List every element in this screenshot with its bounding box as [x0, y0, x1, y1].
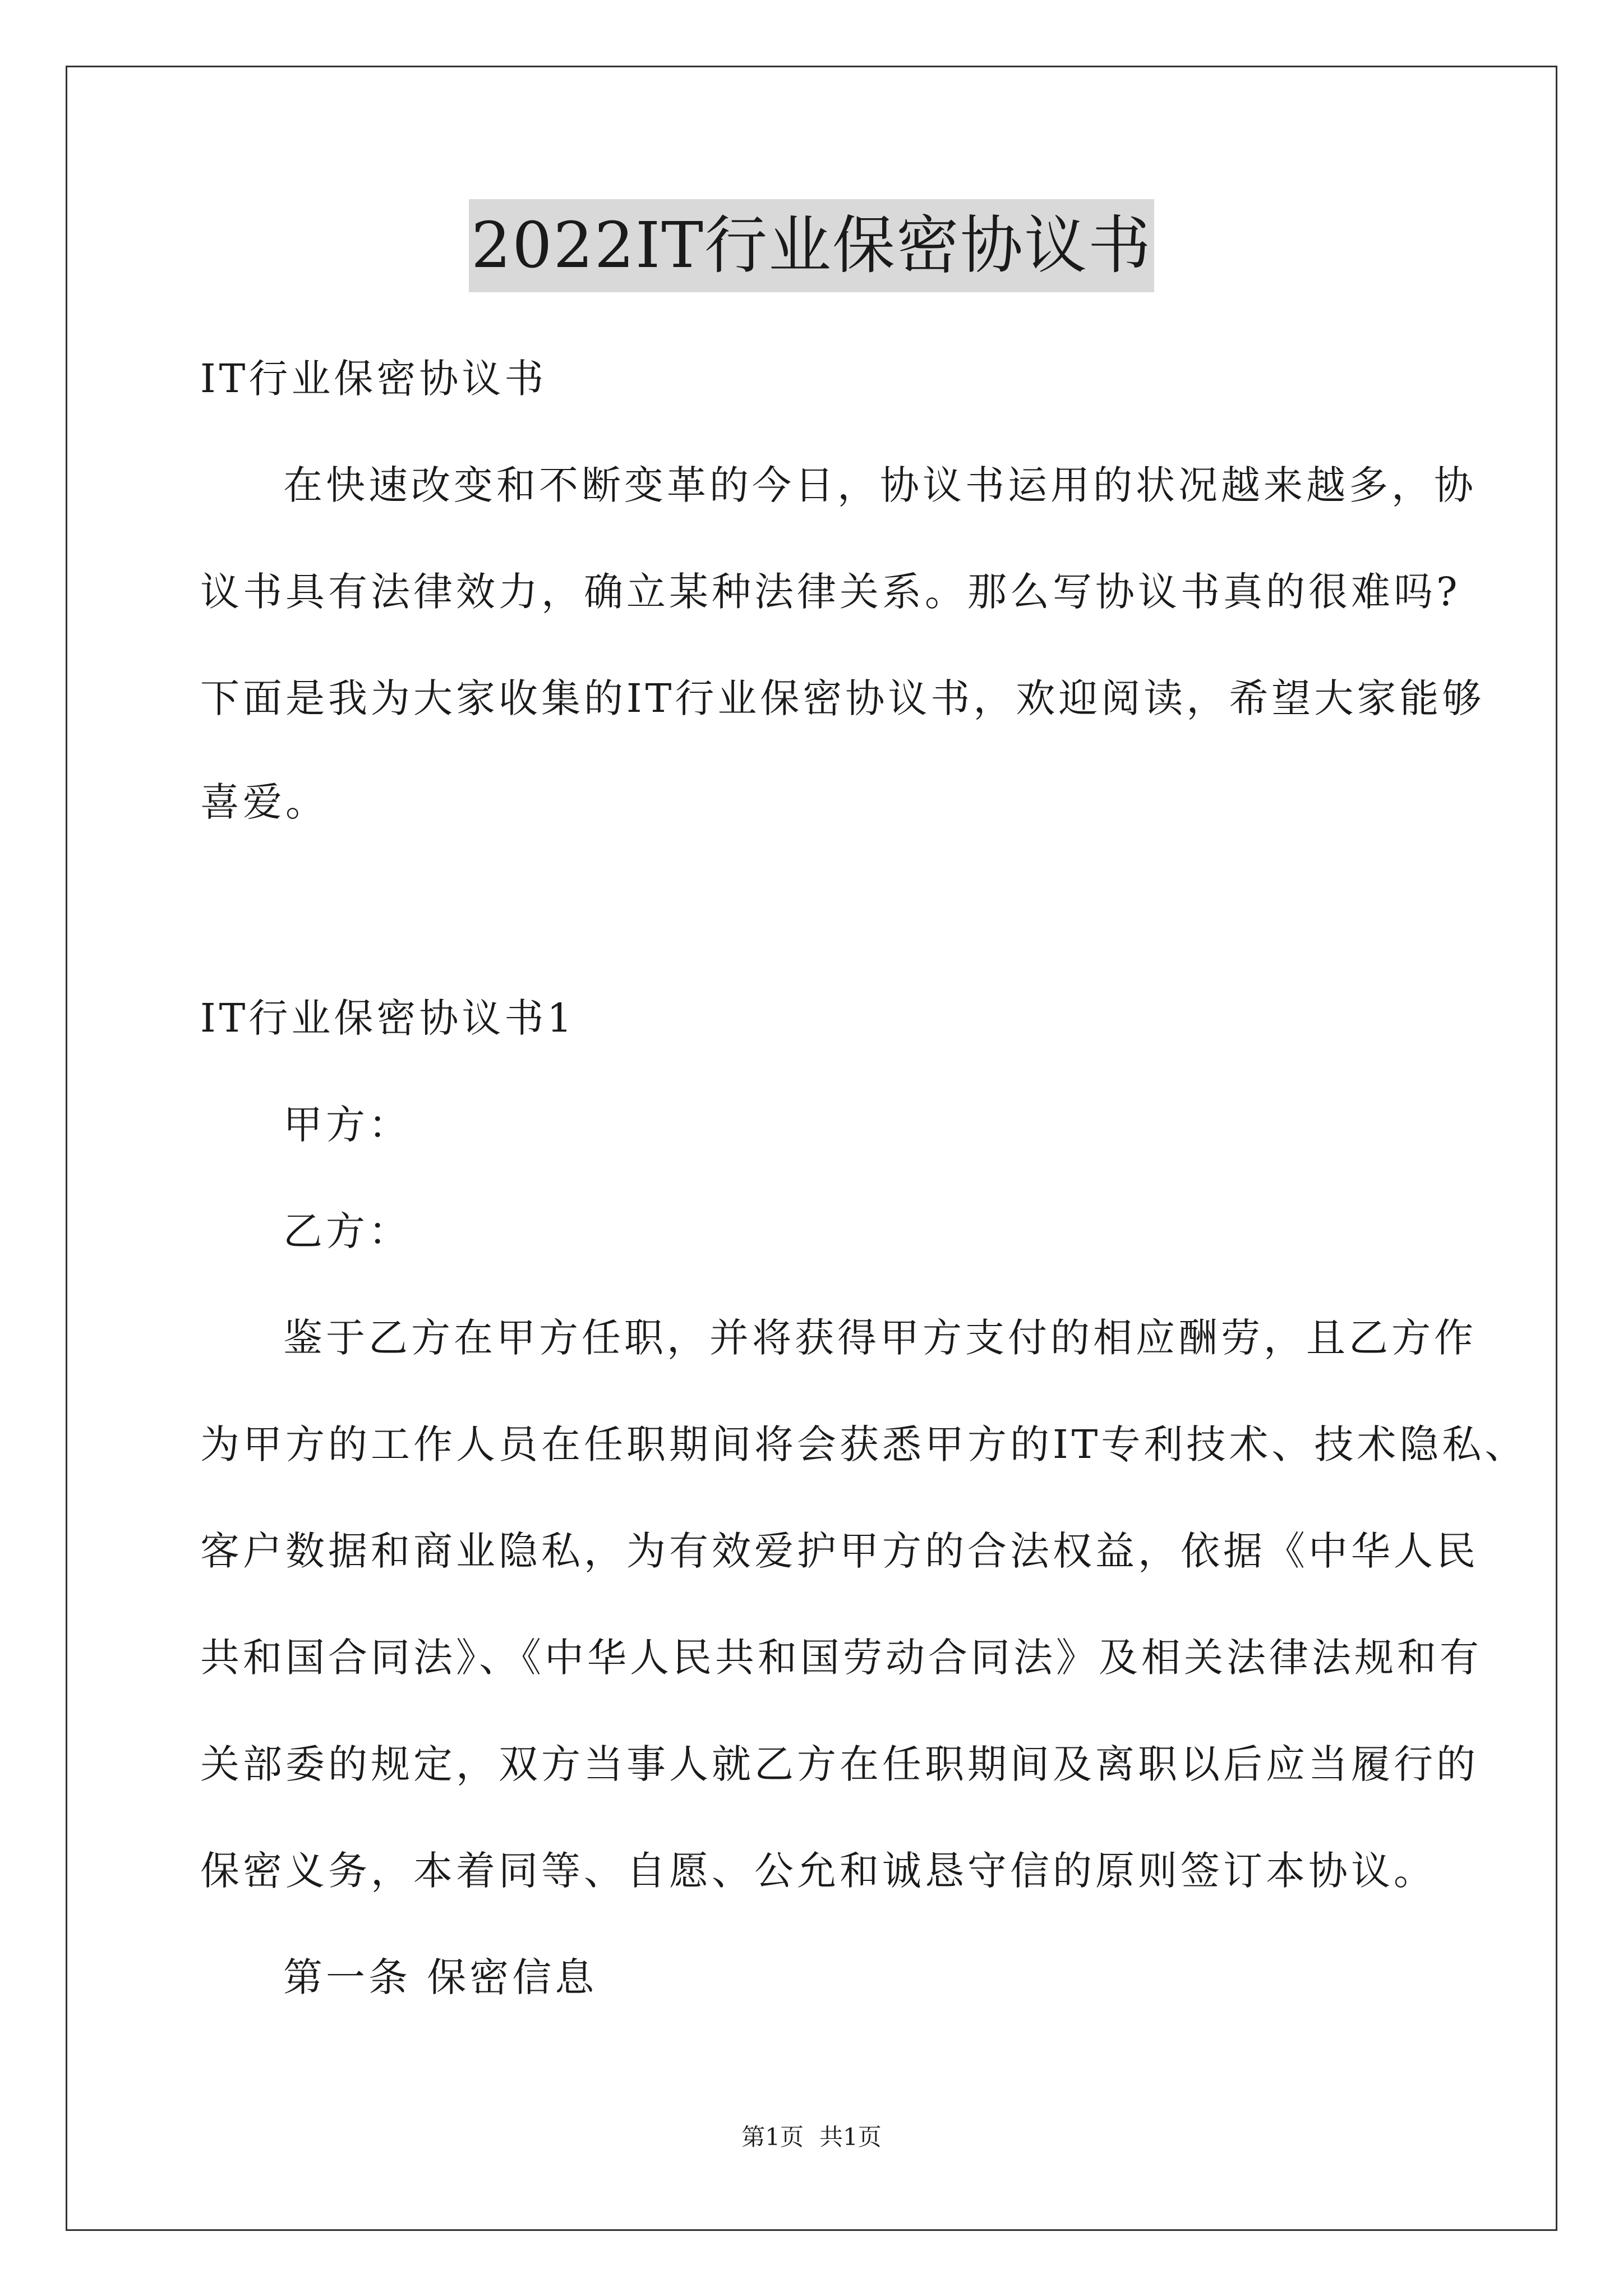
section-heading: IT行业保密协议书 [200, 356, 547, 402]
page-total: 共1页 [819, 2123, 882, 2151]
party-b-label: 乙方： [283, 1208, 411, 1254]
page-footer [0, 2120, 1623, 2154]
intro-paragraph-line: 议书具有法律效力，确立某种法律关系。那么写协议书真的很难吗? [200, 569, 1461, 615]
title-container [0, 199, 1623, 292]
document-title: 2022IT行业保密协议书 [469, 199, 1154, 292]
recital-paragraph-line: 保密义务，本着同等、自愿、公允和诚恳守信的原则签订本协议。 [200, 1848, 1436, 1894]
recital-paragraph-line: 客户数据和商业隐私，为有效爱护甲方的合法权益，依据《中华人民 [200, 1528, 1479, 1574]
recital-paragraph-line: 为甲方的工作人员在任职期间将会获悉甲方的IT专利技术、技术隐私、 [200, 1421, 1528, 1467]
page-number: 第1页 [741, 2123, 804, 2151]
recital-paragraph-line: 鉴于乙方在甲方任职，并将获得甲方支付的相应酬劳，且乙方作 [283, 1315, 1477, 1361]
intro-paragraph-line: 下面是我为大家收集的IT行业保密协议书，欢迎阅读，希望大家能够 [200, 675, 1485, 721]
intro-paragraph-line: 在快速改变和不断变革的今日，协议书运用的状况越来越多，协 [283, 462, 1477, 508]
article-one-heading: 第一条 保密信息 [283, 1954, 598, 2000]
recital-paragraph-line: 共和国合同法》、《中华人民共和国劳动合同法》及相关法律法规和有 [200, 1635, 1482, 1681]
party-a-label: 甲方： [283, 1102, 411, 1148]
agreement-heading: IT行业保密协议书1 [200, 995, 575, 1041]
intro-paragraph-line: 喜爱。 [200, 779, 328, 825]
recital-paragraph-line: 关部委的规定，双方当事人就乙方在任职期间及离职以后应当履行的 [200, 1741, 1479, 1787]
